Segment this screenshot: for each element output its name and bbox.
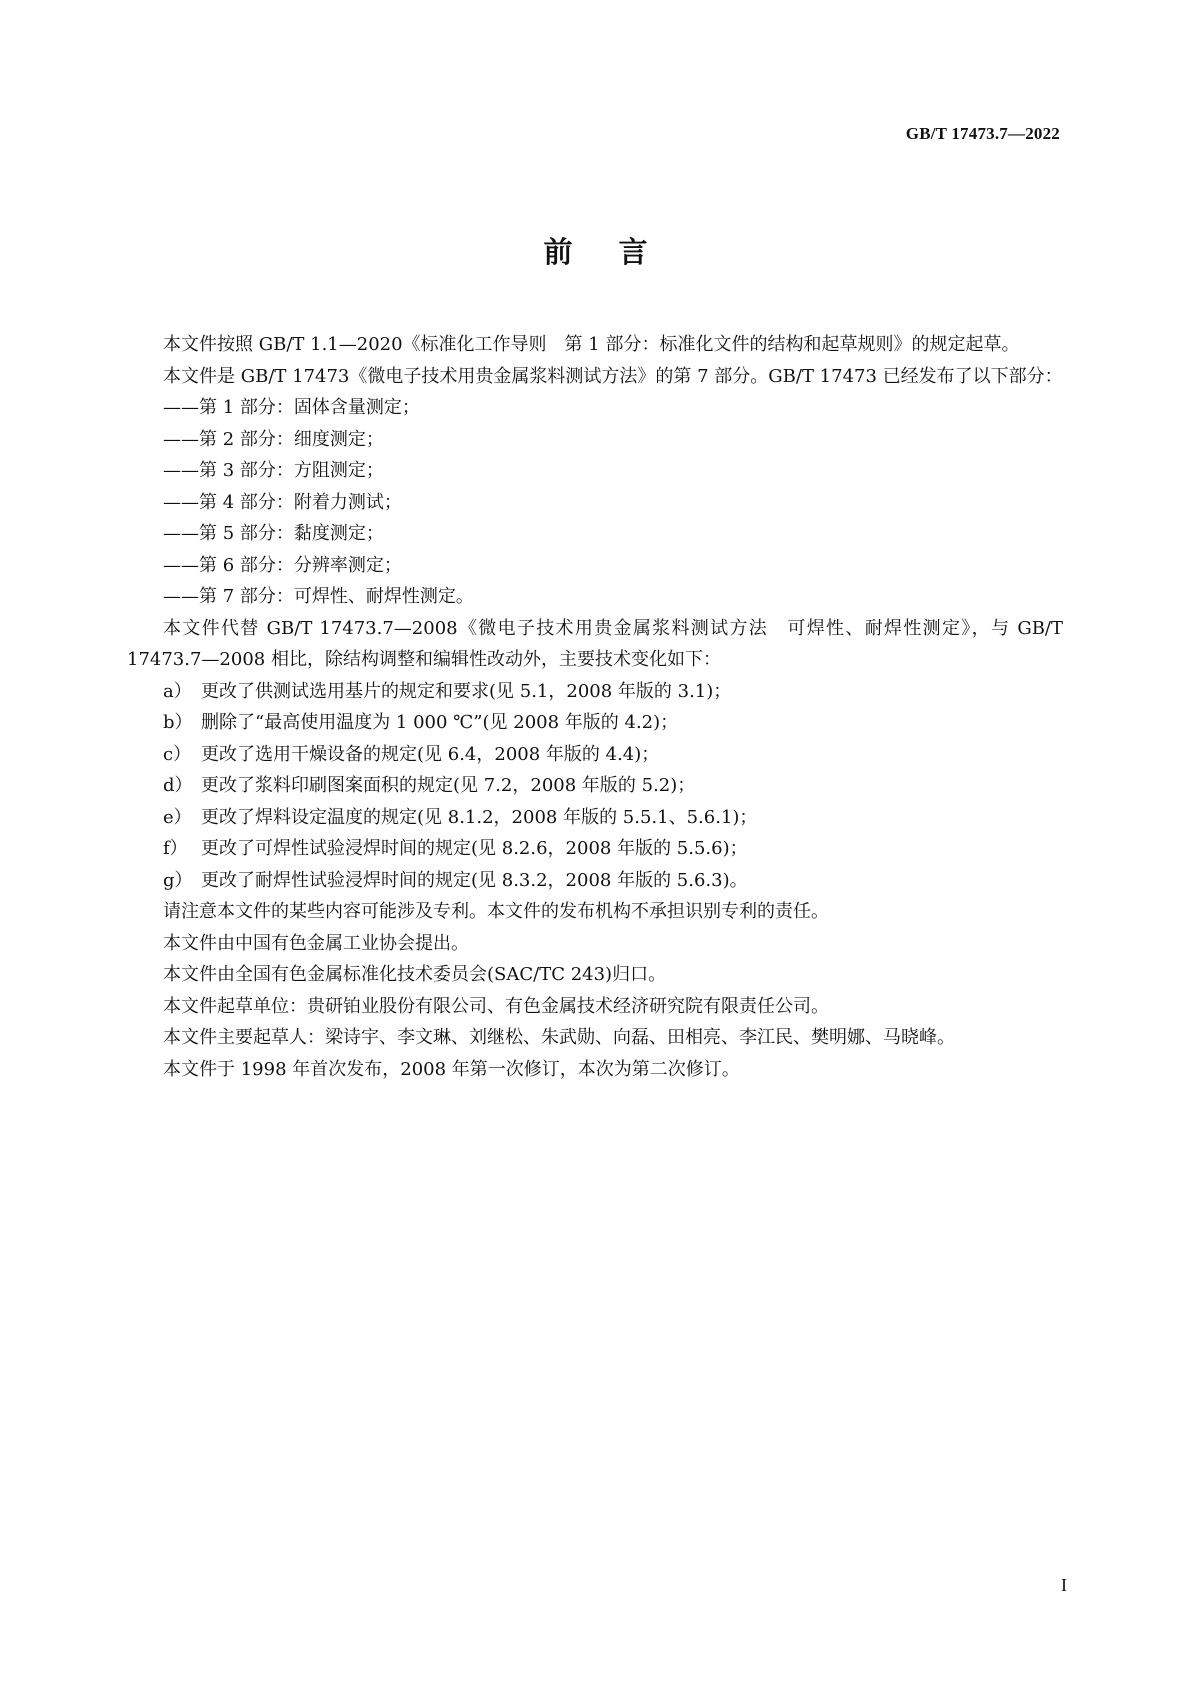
paragraph-drafting-units: 本文件起草单位：贵研铂业股份有限公司、有色金属技术经济研究院有限责任公司。 xyxy=(163,995,829,1017)
list-item-text: 更改了焊料设定温度的规定(见 8.1.2，2008 年版的 5.5.1、5.6.1)； xyxy=(201,806,758,828)
list-marker: e） xyxy=(163,806,192,828)
list-item-change-f xyxy=(127,833,1063,865)
paragraph-drafters: 本文件主要起草人：梁诗宇、李文琳、刘继松、朱武勋、向磊、田相亮、李江民、樊明娜、马晓峰。 xyxy=(163,1027,955,1048)
page-number: I xyxy=(1061,1575,1067,1595)
list-item-text: 删除了“最高使用温度为 1 000 ℃”(见 2008 年版的 4.2)； xyxy=(201,712,679,733)
paragraph-committee: 本文件由全国有色金属标准化技术委员会(SAC/TC 243)归口。 xyxy=(163,964,667,985)
list-item-part-7: ——第 7 部分：可焊性、耐焊性测定。 xyxy=(163,586,474,607)
list-item-text: 更改了可焊性试验浸焊时间的规定(见 8.2.6，2008 年版的 5.5.6)； xyxy=(201,838,748,859)
list-item-change-d xyxy=(127,770,1063,802)
list-marker: b） xyxy=(163,712,193,733)
list-marker: a） xyxy=(163,680,192,702)
paragraph-patent-notice: 请注意本文件的某些内容可能涉及专利。本文件的发布机构不承担识别专利的责任。 xyxy=(163,901,829,922)
page-title: 前言 xyxy=(543,235,694,269)
list-item-text: 更改了浆料印刷图案面积的规定(见 7.2，2008 年版的 5.2)； xyxy=(201,775,696,796)
list-item-text: 更改了供测试选用基片的规定和要求(见 5.1，2008 年版的 3.1)； xyxy=(201,680,732,702)
standard-number: GB/T 17473.7—2022 xyxy=(905,124,1060,143)
list-item-part-4: ——第 4 部分：附着力测试； xyxy=(163,491,402,513)
list-marker: f） xyxy=(163,838,188,859)
list-item-text: 更改了耐焊性试验浸焊时间的规定(见 8.3.2，2008 年版的 5.6.3)。 xyxy=(201,869,748,891)
list-item-part-5: ——第 5 部分：黏度测定； xyxy=(163,523,384,544)
list-item-part-6: ——第 6 部分：分辨率测定； xyxy=(163,554,402,576)
list-marker: g） xyxy=(163,869,193,891)
list-item-text: 更改了选用干燥设备的规定(见 6.4，2008 年版的 4.4)； xyxy=(201,743,660,765)
paragraph-series-intro: 本文件是 GB/T 17473《微电子技术用贵金属浆料测试方法》的第 7 部分。GB/T 17473 已经发布了以下部分： xyxy=(163,365,1063,387)
foreword-body xyxy=(127,329,1063,1085)
list-item-part-2: ——第 2 部分：细度测定； xyxy=(163,428,384,450)
list-item-part-3: ——第 3 部分：方阻测定； xyxy=(163,460,384,481)
list-item-change-g xyxy=(127,865,1063,897)
list-item-change-b xyxy=(127,707,1063,739)
list-item-part-1: ——第 1 部分：固体含量测定； xyxy=(163,397,420,418)
list-marker: d） xyxy=(163,775,193,796)
paragraph-proposer: 本文件由中国有色金属工业协会提出。 xyxy=(163,932,469,954)
list-marker: c） xyxy=(163,743,192,765)
paragraph-drafting-basis: 本文件按照 GB/T 1.1—2020《标准化工作导则 第 1 部分：标准化文件的结构和起草规则》的规定起草。 xyxy=(163,334,1020,355)
list-item-change-e xyxy=(127,802,1063,834)
paragraph-replacement: 本文件代替 GB/T 17473.7—2008《微电子技术用贵金属浆料测试方法 可焊性、耐焊性测定》，与 GB/T 17473.7—2008 相比，除结构调整和编辑性改动外，主要技术变化如下： xyxy=(127,617,1063,670)
paragraph-history: 本文件于 1998 年首次发布，2008 年第一次修订，本次为第二次修订。 xyxy=(163,1058,740,1080)
list-item-change-c xyxy=(127,739,1063,771)
list-item-change-a xyxy=(127,676,1063,708)
